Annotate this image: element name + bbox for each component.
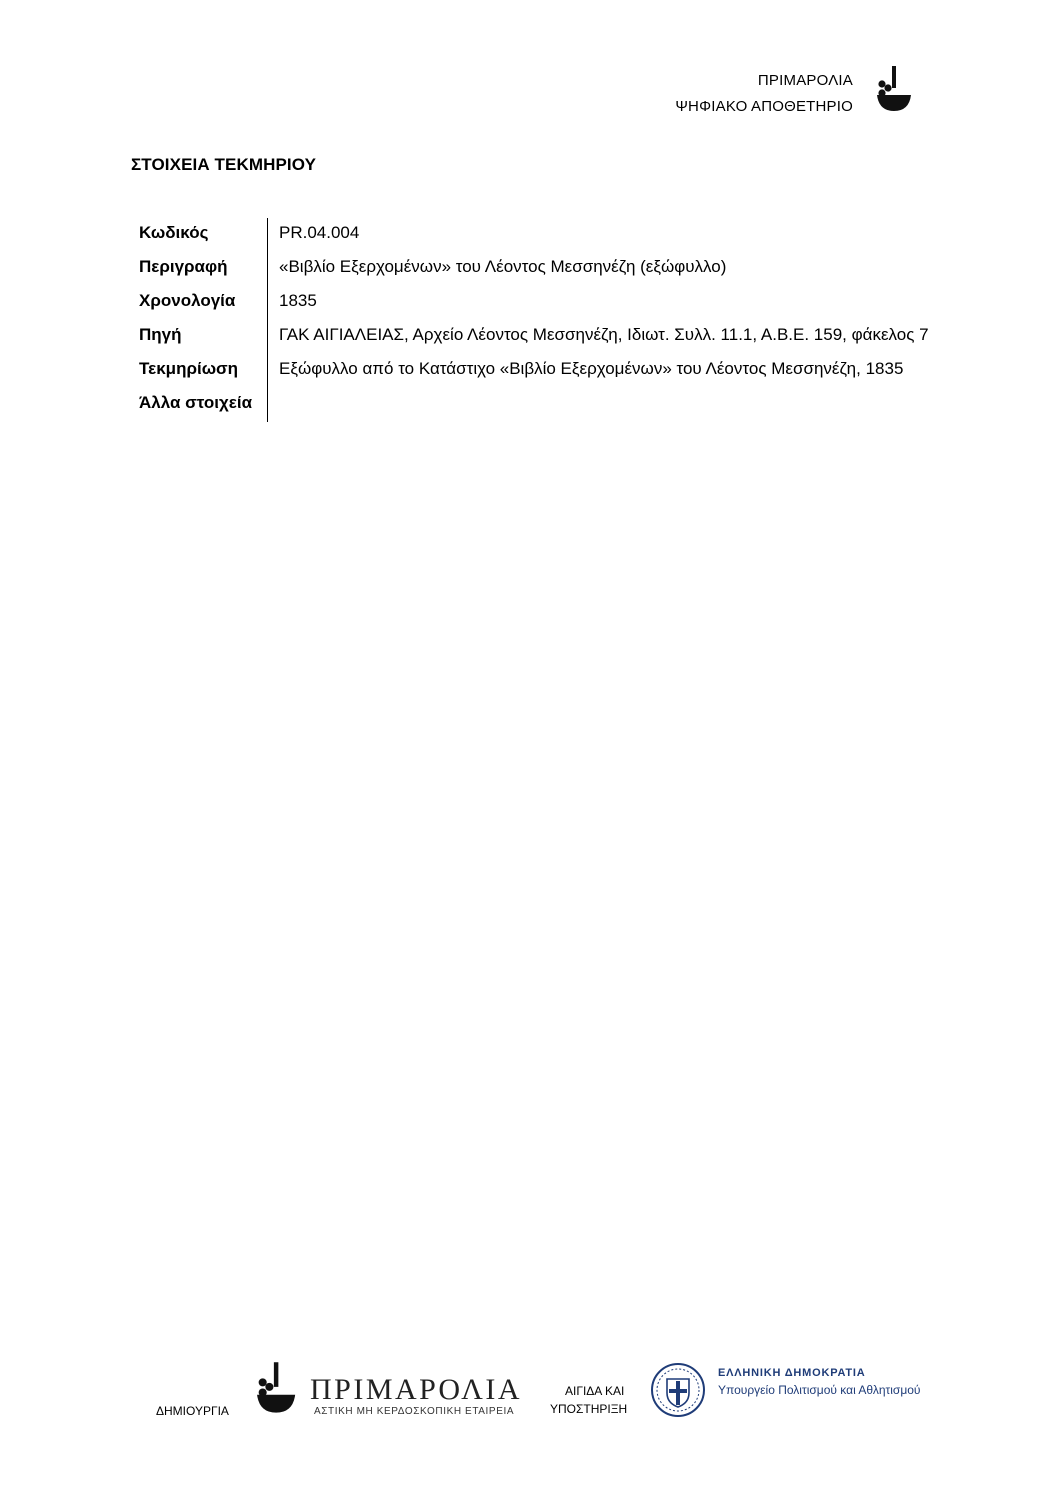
republic-name: ΕΛΛΗΝΙΚΗ ΔΗΜΟΚΡΑΤΙΑ [718,1367,866,1379]
documentation-value: Εξώφυλλο από το Κατάστιχο «Βιβλίο Εξερχομένων» του Λέοντος Μεσσηνέζη, 1835 [268,354,930,388]
table-row-other [139,388,929,422]
header-repository-name: ΨΗΦΙΑΚΟ ΑΠΟΘΕΤΗΡΙΟ [675,98,853,115]
description-value: «Βιβλίο Εξερχομένων» του Λέοντος Μεσσηνέζη (εξώφυλλο) [268,252,930,286]
table-row-source [139,320,929,354]
code-label: Κωδικός [139,223,209,242]
date-label: Χρονολογία [139,291,236,310]
source-label: Πηγή [139,325,182,344]
greek-state-emblem-icon [650,1362,706,1418]
description-label: Περιγραφή [139,257,228,276]
support-label-line2: ΥΠΟΣΤΗΡΙΞΗ [550,1402,628,1416]
ministry-name: Υπουργείο Πολιτισμού και Αθλητισμού [718,1383,921,1397]
table-row-code [139,218,929,252]
record-details-table [139,218,929,422]
table-row-date [139,286,929,320]
date-value: 1835 [268,286,930,320]
other-label: Άλλα στοιχεία [139,393,253,412]
primarolia-logo-icon [252,1360,298,1416]
other-value [268,388,930,422]
table-row-description [139,252,929,286]
section-title: ΣΤΟΙΧΕΙΑ ΤΕΚΜΗΡΙΟΥ [131,155,317,174]
code-value: PR.04.004 [268,218,930,252]
repository-header [675,68,853,120]
source-value: ΓΑΚ ΑΙΓΙΑΛΕΙΑΣ, Αρχείο Λέοντος Μεσσηνέζη, Ιδιωτ. Συλλ. 11.1, Α.Β.Ε. 159, φάκελος 7 [268,320,930,354]
creation-label: ΔΗΜΙΟΥΡΓΙΑ [156,1404,229,1418]
brand-subtitle: ΑΣΤΙΚΗ ΜΗ ΚΕΡΔΟΣΚΟΠΙΚΗ ΕΤΑΙΡΕΙΑ [314,1406,515,1417]
header-org-name: ΠΡΙΜΑΡΟΛΙΑ [757,72,853,89]
support-label-line1: ΑΙΓΙΔΑ ΚΑΙ [565,1384,625,1398]
documentation-label: Τεκμηρίωση [139,359,239,378]
table-row-documentation [139,354,929,388]
brand-name: ΠΡΙΜΑΡΟΛΙΑ [310,1373,523,1406]
primarolia-logo-icon [873,64,913,114]
